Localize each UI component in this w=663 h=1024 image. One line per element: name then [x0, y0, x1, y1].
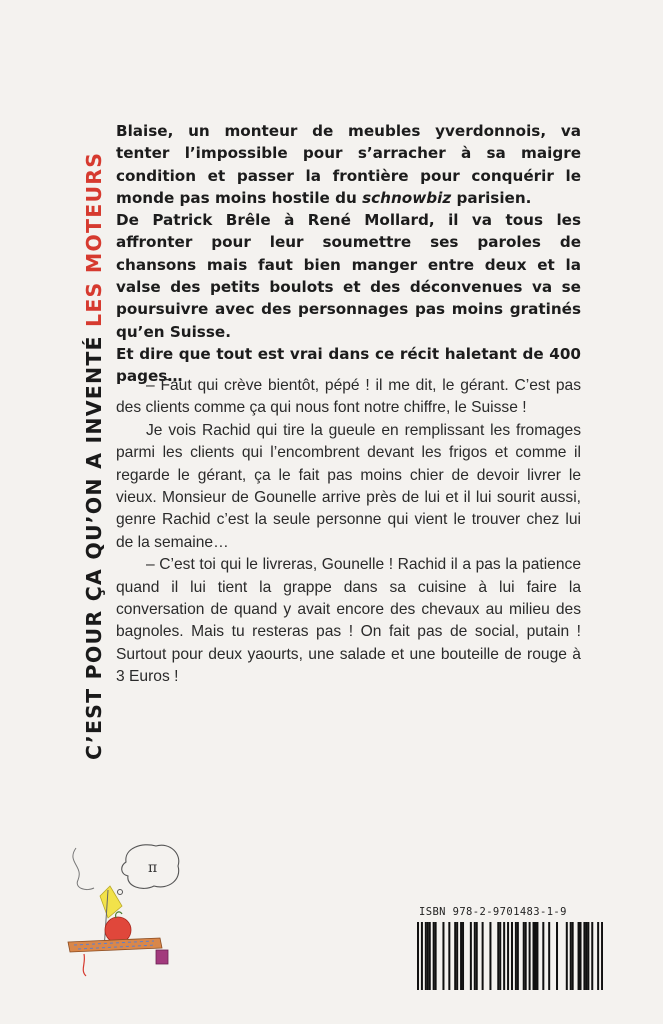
barcode-bar: [585, 922, 587, 990]
spine-title: [82, 152, 106, 760]
barcode-bars: [417, 922, 603, 990]
barcode-bar: [523, 922, 525, 990]
barcode-bar: [474, 922, 476, 990]
barcode-bar: [529, 922, 531, 990]
barcode-bar: [548, 922, 550, 990]
barcode-bar: [572, 922, 574, 990]
isbn-barcode: [417, 906, 603, 991]
barcode-bar: [597, 922, 599, 990]
barcode-bar: [580, 922, 582, 990]
spine-title-accent: LES MOTEURS: [82, 151, 106, 327]
barcode-bar: [517, 922, 519, 990]
barcode-bar: [427, 922, 429, 990]
spine-title-main: C’EST POUR ÇA QU’ON A INVENTÉ: [82, 326, 106, 760]
barcode-bar: [433, 922, 435, 990]
barcode-bar: [417, 922, 419, 990]
barcode-bar: [499, 922, 501, 990]
barcode-bar: [503, 922, 505, 990]
barcode-bar: [507, 922, 509, 990]
isbn-label: ISBN 978-2-9701483-1-9: [419, 906, 567, 918]
barcode-bar: [442, 922, 444, 990]
barcode-bar: [515, 922, 517, 990]
barcode-bar: [456, 922, 458, 990]
barcode-bar: [570, 922, 572, 990]
barcode-bar: [454, 922, 456, 990]
blurb-paragraph-1: Blaise, un monteur de meubles yverdonnois, va tenter l’impossible pour s’arracher à sa maigre condition et passer la frontière pour conquérir le monde pas moins hostile du schnowbiz parisien.: [116, 122, 581, 207]
barcode-bar: [462, 922, 464, 990]
blurb-paragraph-3: Et dire que tout est vrai dans ce récit haletant de 400 pages…: [116, 344, 581, 386]
barcode-bar: [601, 922, 603, 990]
excerpt-paragraph-2: Je vois Rachid qui tire la gueule en remplissant les fromages parmi les clients qui l’encombrent devant les frigos et comme il regarde le gérant, ça le fait pas moins chier de devoir livrer le vieux. Monsieur de Gounelle arrive près de lui et il lui sourit aussi, genre Rachid c’est la seule personne qui vient le trouver chez lui de la semaine…: [116, 421, 581, 551]
barcode-bar: [566, 922, 568, 990]
sketch-illustration: [64, 840, 184, 980]
excerpt-paragraph-3: – C’est toi qui le livreras, Gounelle ! Rachid il a pas la patience quand il lui tient la grappe dans sa cuisine à lui faire la conversation de quand y avait encore des chevaux au milieu des bagnoles. Mais tu resteras pas ! On fait pas de social, putain ! Surtout pour deux yaourts, une salade et une bouteille de rouge à 3 Euros !: [116, 556, 581, 686]
barcode-bar: [556, 922, 558, 990]
barcode-bar: [534, 922, 536, 990]
excerpt-paragraph-1: – Faut qui crève bientôt, pépé ! il me dit, le gérant. C’est pas des clients comme ça qui nous font notre chiffre, le Suisse !: [116, 377, 581, 417]
blurb-paragraph-2: De Patrick Brêle à René Mollard, il va tous les affronter pour leur soumettre ses paroles de chansons mais faut bien manger entre deux et la valse des petits boulots et des déconvenues va se poursuivre avec des personnages pas moins gratinés qu’en Suisse.: [116, 211, 581, 341]
barcode-bar: [448, 922, 450, 990]
barcode-bar: [421, 922, 423, 990]
purple-cup: [156, 950, 168, 964]
barcode-bar: [511, 922, 513, 990]
bubble-symbol: π: [148, 860, 158, 876]
barcode-bar: [470, 922, 472, 990]
barcode-bar: [497, 922, 499, 990]
barcode-bar: [587, 922, 589, 990]
barcode-bar: [435, 922, 437, 990]
bubble-dot-small: [118, 890, 123, 895]
barcode-bar: [533, 922, 535, 990]
barcode-bar: [429, 922, 431, 990]
barcode-bar: [460, 922, 462, 990]
red-drip: [83, 954, 86, 976]
barcode-bar: [536, 922, 538, 990]
barcode-bar: [578, 922, 580, 990]
barcode-bar: [482, 922, 484, 990]
barcode-bar: [542, 922, 544, 990]
barcode-bar: [476, 922, 478, 990]
squiggle-line: [73, 848, 94, 890]
barcode-bar: [525, 922, 527, 990]
blurb-italic-word: schnowbiz: [362, 188, 452, 207]
barcode-bar: [591, 922, 593, 990]
back-cover-blurb: [116, 120, 581, 388]
barcode-bar: [425, 922, 427, 990]
barcode-bar: [583, 922, 585, 990]
book-excerpt: [116, 375, 581, 689]
yellow-flag: [100, 886, 122, 918]
barcode-bar: [489, 922, 491, 990]
